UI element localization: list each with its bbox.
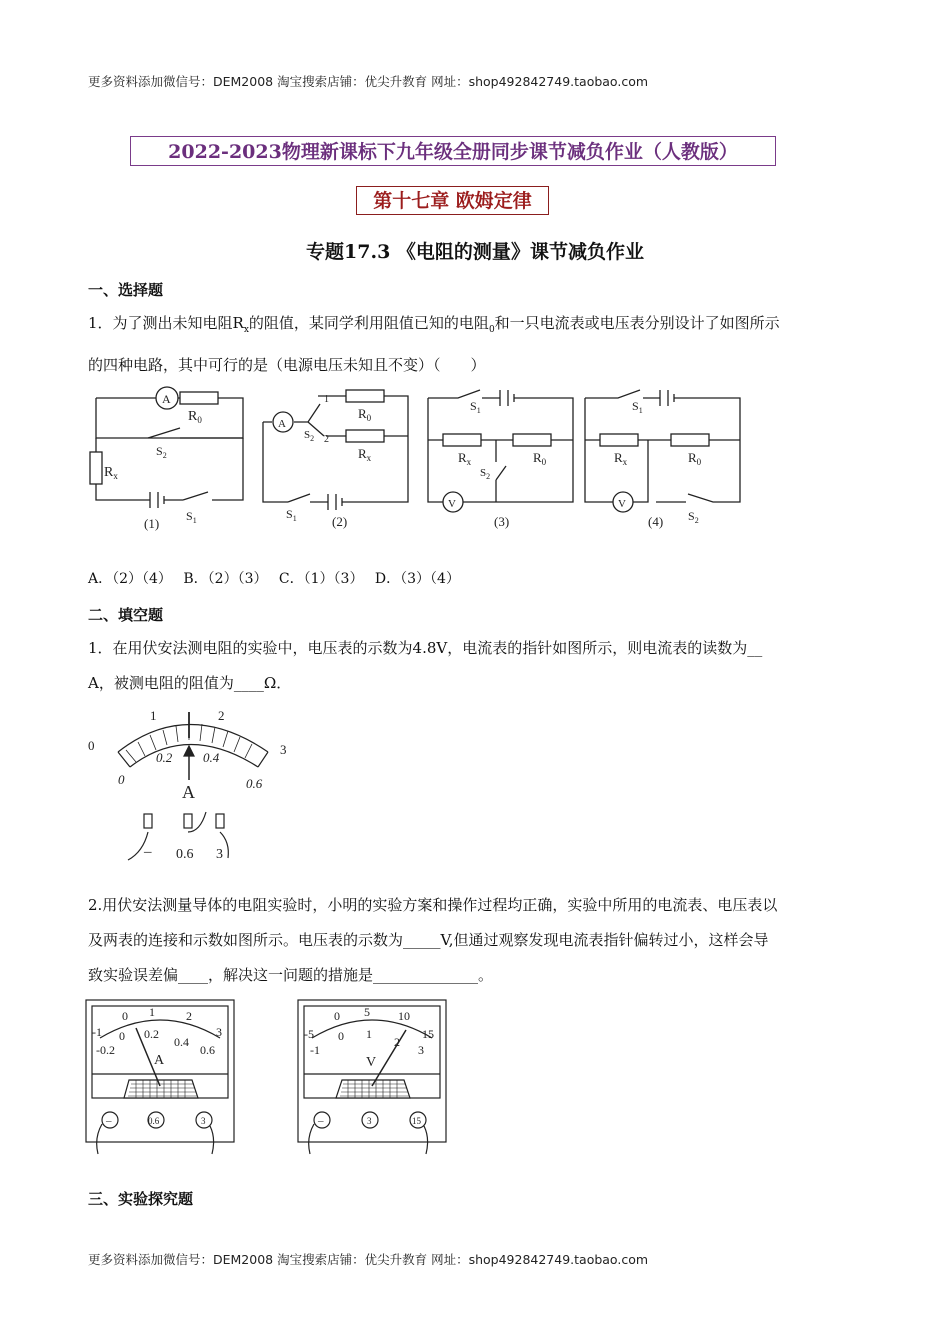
svg-text:0: 0 bbox=[338, 1029, 344, 1043]
svg-text:–: – bbox=[106, 1115, 112, 1127]
svg-text:2: 2 bbox=[218, 708, 225, 723]
topic-title: 专题17.3 《电阻的测量》课节减负作业 bbox=[306, 241, 644, 263]
svg-text:3: 3 bbox=[280, 742, 287, 757]
svg-text:-1: -1 bbox=[310, 1043, 320, 1057]
svg-text:-0.2: -0.2 bbox=[96, 1043, 115, 1057]
circuit-2 bbox=[263, 390, 408, 529]
circuit-1 bbox=[90, 387, 243, 531]
two-meters-figure bbox=[84, 998, 454, 1158]
svg-text:5: 5 bbox=[364, 1005, 370, 1019]
svg-text:S2: $S_2$ bbox=[480, 467, 491, 481]
svg-text:0.6: 0.6 bbox=[176, 847, 194, 862]
svg-text:3: 3 bbox=[216, 1025, 222, 1039]
svg-text:0: 0 bbox=[88, 738, 95, 753]
svg-text:S1: $S_1$ bbox=[186, 509, 197, 525]
circuit-figures bbox=[88, 380, 748, 540]
svg-text:0.6: 0.6 bbox=[148, 1116, 160, 1126]
svg-text:0: 0 bbox=[334, 1009, 340, 1023]
svg-text:S2: $S_2$ bbox=[156, 444, 167, 460]
svg-text:-5: -5 bbox=[304, 1027, 314, 1041]
svg-text:1: 1 bbox=[149, 1005, 155, 1019]
svg-text:0.2: 0.2 bbox=[156, 750, 173, 765]
svg-text:–: – bbox=[144, 844, 152, 860]
svg-text:V: V bbox=[448, 498, 456, 510]
svg-text:0.6: 0.6 bbox=[246, 776, 263, 791]
svg-text:2: 2 bbox=[394, 1035, 400, 1049]
svg-text:(3): (3) bbox=[494, 514, 510, 529]
svg-text:A: A bbox=[154, 1053, 165, 1068]
svg-text:0.6: 0.6 bbox=[200, 1043, 215, 1057]
svg-text:A: A bbox=[182, 782, 195, 802]
svg-text:-1: -1 bbox=[92, 1025, 102, 1039]
svg-text:(2): (2) bbox=[332, 514, 348, 529]
svg-text:0: 0 bbox=[119, 1029, 125, 1043]
svg-text:0.4: 0.4 bbox=[203, 750, 220, 765]
voltmeter-panel bbox=[298, 1000, 446, 1154]
svg-text:S1: $S_1$ bbox=[632, 399, 643, 415]
svg-text:S1: $S_1$ bbox=[470, 399, 481, 415]
svg-text:Rx: $R_x$ bbox=[458, 450, 472, 467]
section-experiment: 三、实验探究题 bbox=[88, 1190, 194, 1208]
circuit-4 bbox=[585, 390, 740, 529]
svg-text:2: 2 bbox=[186, 1009, 192, 1023]
svg-text:1: 1 bbox=[366, 1027, 372, 1041]
svg-text:S2: $S_2$ bbox=[304, 429, 315, 443]
chapter-title: 第十七章 欧姆定律 bbox=[356, 186, 549, 215]
svg-text:15: 15 bbox=[422, 1027, 434, 1041]
ammeter-panel bbox=[86, 1000, 234, 1154]
svg-text:3: 3 bbox=[216, 847, 223, 862]
svg-text:V: V bbox=[366, 1055, 377, 1070]
circuit-3 bbox=[428, 390, 573, 529]
svg-text:A: A bbox=[162, 392, 171, 406]
section-choice: 一、选择题 bbox=[88, 281, 164, 299]
svg-text:1: 1 bbox=[324, 394, 329, 405]
svg-text:V: V bbox=[618, 498, 626, 510]
fq2-text: 2.用伏安法测量导体的电阻实验时，小明的实验方案和操作过程均正确，实验中所用的电流表、电压表以 及两表的连接和示数如图所示。电压表的示数为_____V,但通过观察发现电流表指针偏转过小，这样会导 致实验误差偏____，解决这一问题的措施是______________。 bbox=[88, 896, 778, 984]
svg-text:R0: $R_0$ bbox=[188, 409, 202, 425]
main-title: 2022-2023物理新课标下九年级全册同步课节减负作业（人教版） bbox=[130, 136, 776, 166]
svg-text:0.4: 0.4 bbox=[174, 1035, 189, 1049]
svg-text:0: 0 bbox=[118, 772, 125, 787]
q1-options: A．（2）（4） B．（2）（3） C．（1）（3） D．（3）（4） bbox=[88, 571, 460, 587]
svg-text:15: 15 bbox=[412, 1116, 421, 1126]
svg-text:10: 10 bbox=[398, 1009, 410, 1023]
fq1-text: 1．在用伏安法测电阻的实验中，电压表的示数为4.8V，电流表的指针如图所示，则电流表的读数为__ A，被测电阻的阻值为____Ω． bbox=[88, 639, 763, 692]
svg-text:3: 3 bbox=[201, 1116, 206, 1126]
svg-text:Rx: $R_x$ bbox=[358, 446, 372, 463]
svg-text:A: A bbox=[278, 418, 286, 430]
svg-text:Rx: $R_x$ bbox=[104, 465, 118, 481]
section-fill: 二、填空题 bbox=[88, 606, 164, 624]
svg-text:3: 3 bbox=[418, 1043, 424, 1057]
svg-text:R0: $R_0$ bbox=[533, 450, 547, 467]
svg-text:R0: $R_0$ bbox=[358, 406, 372, 423]
svg-text:3: 3 bbox=[367, 1116, 372, 1126]
svg-text:0.2: 0.2 bbox=[144, 1027, 159, 1041]
q1-text: 1．为了测出未知电阻$R_x$的阻值，某同学利用阻值已知的电阻$_0$和一只电流表或电压表分别设计了如图所示 的四种电路，其中可行的是（电源电压未知且不变）（ ） bbox=[88, 314, 780, 374]
ammeter-dial-figure bbox=[88, 702, 308, 867]
svg-text:R0: $R_0$ bbox=[688, 450, 702, 467]
svg-text:2: 2 bbox=[324, 434, 329, 445]
svg-text:S1: $S_1$ bbox=[286, 507, 297, 523]
svg-text:Rx: $R_x$ bbox=[614, 450, 628, 467]
svg-text:1: 1 bbox=[150, 708, 157, 723]
svg-text:–: – bbox=[318, 1115, 324, 1127]
svg-text:(4): (4) bbox=[648, 514, 664, 529]
svg-text:0: 0 bbox=[122, 1009, 128, 1023]
svg-text:(1): (1) bbox=[144, 516, 160, 531]
footer-note: 更多资料添加微信号：DEM2008 淘宝搜索店铺：优尖升教育 网址：shop492842749.taobao.com bbox=[88, 1252, 649, 1267]
svg-text:S2: $S_2$ bbox=[688, 509, 699, 525]
header-note: 更多资料添加微信号：DEM2008 淘宝搜索店铺：优尖升教育 网址：shop492842749.taobao.com bbox=[88, 74, 649, 89]
